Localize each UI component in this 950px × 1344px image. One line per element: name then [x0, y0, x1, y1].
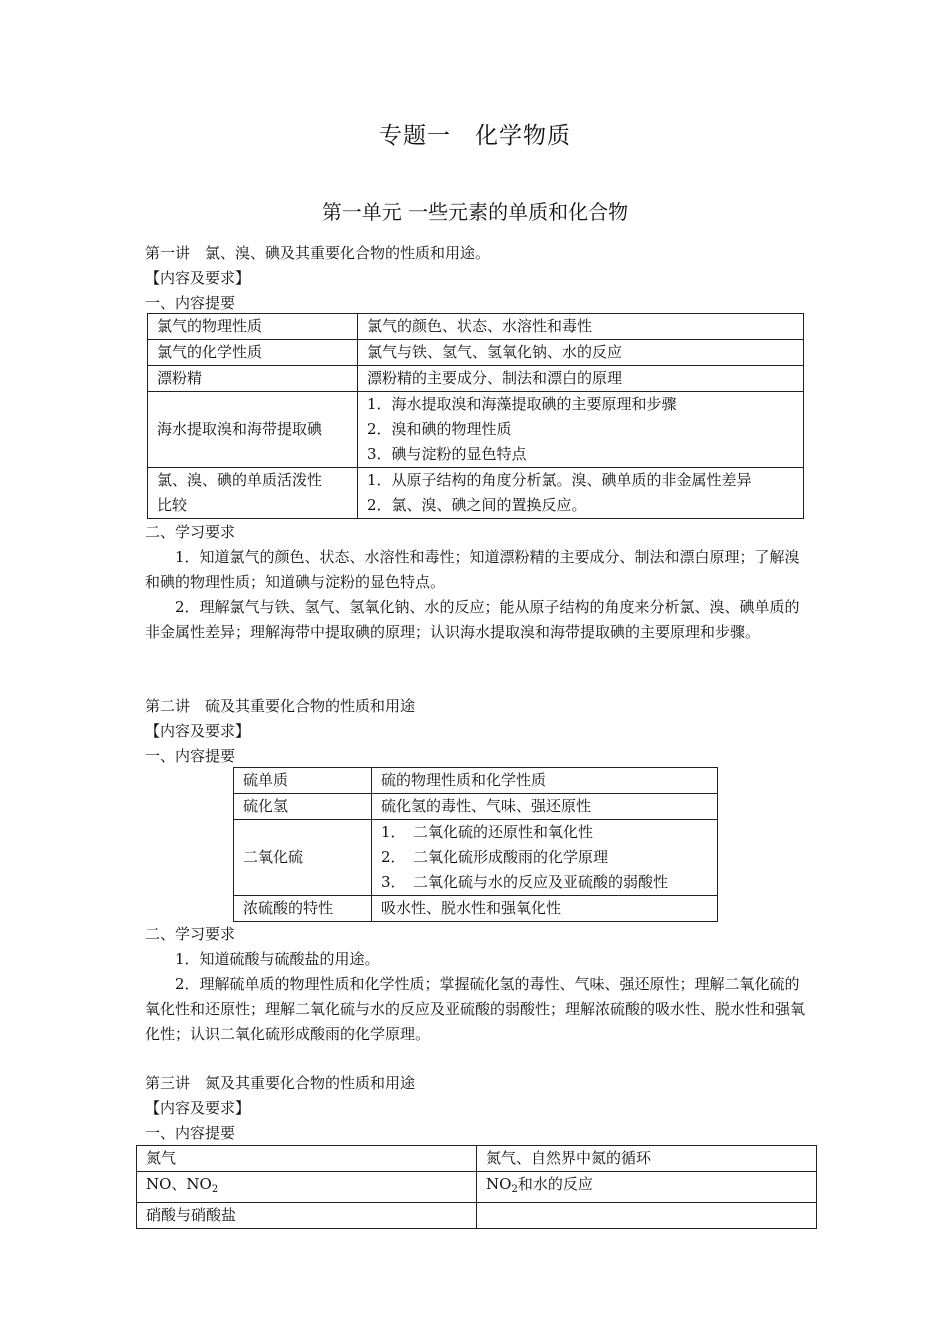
table-cell: 硫化氢的毒性、气味、强还原性: [372, 794, 718, 820]
lecture-1-study-label: 二、学习要求: [145, 523, 236, 541]
cell-text: NO、NO: [146, 1175, 212, 1193]
lecture-3-heading: 第三讲 氮及其重要化合物的性质和用途: [145, 1074, 416, 1092]
table-row: [137, 1172, 817, 1203]
table-cell: [358, 392, 804, 468]
lecture-2-study-item-2: 2．理解硫单质的物理性质和化学性质；掌握硫化氢的毒性、气味、强还原性；理解二氧化硫的氧化性和还原性；理解二氧化硫与水的反应及亚硫酸的弱酸性；理解浓硫酸的吸水性、脱水性和强氧化性；认识二氧化硫形成酸雨的化学原理。: [145, 975, 806, 1043]
table-row: [234, 768, 718, 794]
cell-line: 2． 二氧化硫形成酸雨的化学原理: [381, 848, 609, 866]
table-row: [234, 820, 718, 896]
table-cell: 氯气与铁、氢气、氢氧化钠、水的反应: [358, 340, 804, 366]
subscript: 2: [211, 1184, 219, 1195]
table-row: [234, 896, 718, 922]
lecture-2-outline-label: 一、内容提要: [145, 747, 236, 765]
table-cell: [372, 820, 718, 896]
cell-line: 3． 二氧化硫与水的反应及亚硫酸的弱酸性: [381, 873, 669, 891]
lecture-2-table: [233, 767, 718, 922]
table-row: [137, 1203, 817, 1229]
table-row: [148, 392, 804, 468]
table-cell: 吸水性、脱水性和强氧化性: [372, 896, 718, 922]
table-row: [148, 314, 804, 340]
table-cell: 二氧化硫: [234, 820, 372, 896]
table-row: [148, 340, 804, 366]
cell-line: 3．碘与淀粉的显色特点: [367, 445, 527, 463]
table-cell: 硫单质: [234, 768, 372, 794]
table-cell: 漂粉精: [148, 366, 358, 392]
lecture-3-table: [136, 1145, 817, 1229]
lecture-1-table: [147, 313, 804, 519]
lecture-3-outline-label: 一、内容提要: [145, 1124, 236, 1142]
lecture-2-heading: 第二讲 硫及其重要化合物的性质和用途: [145, 697, 416, 715]
table-cell: 氮气: [137, 1146, 477, 1172]
cell-line: 比较: [157, 496, 188, 514]
table-row: [234, 794, 718, 820]
lecture-2-study-item-1: 1．知道硫酸与硫酸盐的用途。: [175, 950, 380, 968]
cell-line: 2．氯、溴、碘之间的置换反应。: [367, 496, 587, 514]
lecture-3-req-header: 【内容及要求】: [145, 1099, 251, 1117]
table-row: [148, 366, 804, 392]
subscript: 2: [511, 1184, 518, 1195]
lecture-1-req-header: 【内容及要求】: [145, 269, 251, 287]
cell-line: 1．从原子结构的角度分析氯。溴、碘单质的非金属性差异: [367, 471, 752, 489]
lecture-2-study-label: 二、学习要求: [145, 925, 236, 943]
page-title: 专题一 化学物质: [379, 123, 571, 149]
cell-line: 2．溴和碘的物理性质: [367, 420, 512, 438]
table-cell: [358, 468, 804, 519]
table-cell: 海水提取溴和海带提取碘: [148, 392, 358, 468]
table-cell: [148, 468, 358, 519]
table-row: [148, 468, 804, 519]
lecture-1-study-item-1: 1．知道氯气的颜色、状态、水溶性和毒性；知道漂粉精的主要成分、制法和漂白原理；了解溴和碘的物理性质；知道碘与淀粉的显色特点。: [145, 548, 800, 591]
table-cell: [477, 1172, 817, 1203]
table-row: [137, 1146, 817, 1172]
cell-text: 和水的反应: [517, 1175, 593, 1193]
table-cell: 浓硫酸的特性: [234, 896, 372, 922]
table-cell: 氯气的物理性质: [148, 314, 358, 340]
unit-title: 第一单元 一些元素的单质和化合物: [321, 200, 629, 224]
table-cell: 漂粉精的主要成分、制法和漂白的原理: [358, 366, 804, 392]
lecture-1-outline-label: 一、内容提要: [145, 294, 236, 312]
cell-line: 1．海水提取溴和海藻提取碘的主要原理和步骤: [367, 395, 677, 413]
table-cell: [137, 1172, 477, 1203]
cell-text: NO: [486, 1175, 512, 1193]
table-cell: 氯气的化学性质: [148, 340, 358, 366]
lecture-2-req-header: 【内容及要求】: [145, 722, 251, 740]
lecture-1-heading: 第一讲 氯、溴、碘及其重要化合物的性质和用途。: [145, 244, 491, 262]
table-cell: 硫的物理性质和化学性质: [372, 768, 718, 794]
table-cell: 硫化氢: [234, 794, 372, 820]
table-cell: 硝酸与硝酸盐: [137, 1203, 477, 1229]
cell-line: 氯、溴、碘的单质活泼性: [157, 471, 323, 489]
table-cell: 氮气、自然界中氮的循环: [477, 1146, 817, 1172]
lecture-1-study-item-2: 2．理解氯气与铁、氢气、氢氧化钠、水的反应；能从原子结构的角度来分析氯、溴、碘单质的非金属性差异；理解海带中提取碘的原理；认识海水提取溴和海带提取碘的主要原理和步骤。: [145, 598, 800, 641]
cell-line: 1． 二氧化硫的还原性和氧化性: [381, 823, 594, 841]
table-cell: 氯气的颜色、状态、水溶性和毒性: [358, 314, 804, 340]
table-cell: [477, 1203, 817, 1229]
